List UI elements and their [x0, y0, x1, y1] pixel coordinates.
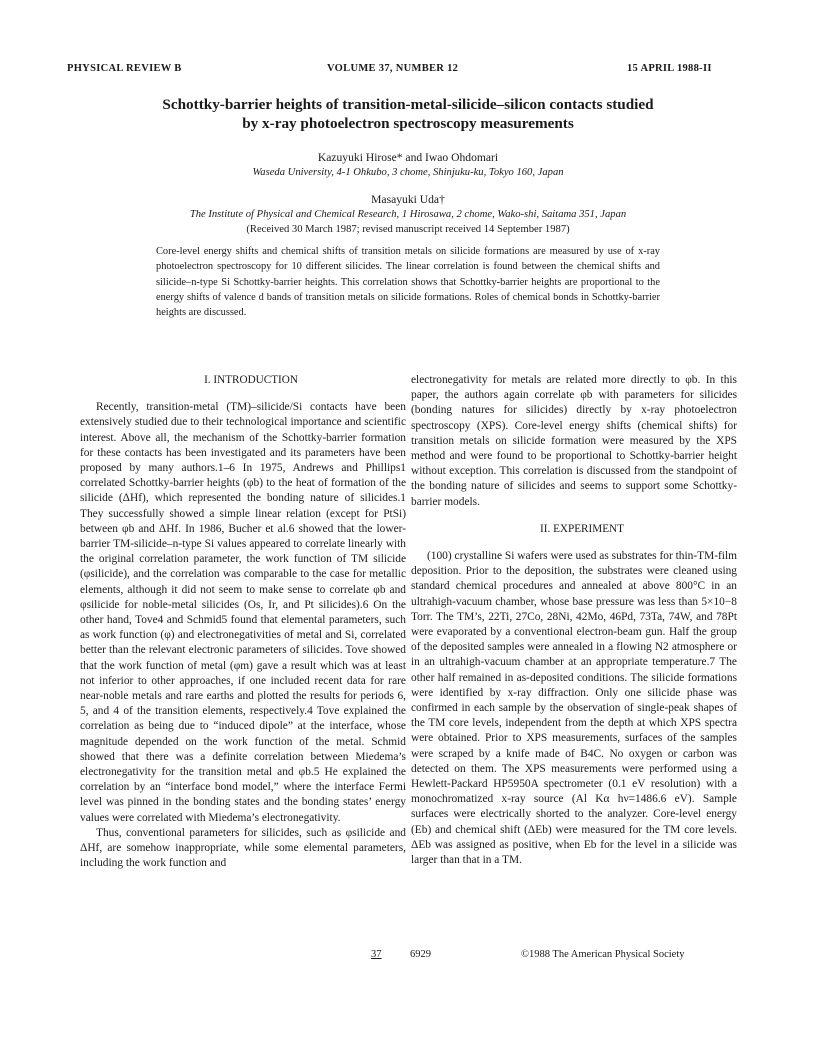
authors-group-2: Masayuki Uda†: [371, 193, 445, 206]
affiliation-2: The Institute of Physical and Chemical Research, 1 Hirosawa, 2 chome, Wako-shi, Saitama 351, Japan: [189, 209, 627, 220]
title-line-2: by x-ray photoelectron spectroscopy measurements: [242, 115, 574, 132]
intro-paragraph-1: Recently, transition-metal (TM)–silicide/Si contacts have been extensively studied due to their technological importance and scientific interest. Above all, the mechanism of the Schottky-barrier formation for these contacts has been investigated and its parameters have been proposed by many authors.1–6 In 1975, Andrews and Phillips1 correlated Schottky-barrier heights (φb) to the heat of formation of the silicide (ΔHf), which represented the bonding nature of silicides.1 They successfully showed a simple linear relation (except for PtSi) between φb and ΔHf. In 1986, Bucher et al.6 showed that the lower-barrier TM-silicide–n-type Si values appeared to correlate linearly with the original correlation parameter, the work function of TM silicide (φsilicide), and the correlation was comparable to the case for metallic elements, although it did not seem to make sense to correlate φb and φsilicide for noble-metal silicides (Os, Ir, and Pt silicides).6 On the other hand, Tove4 and Schmid5 found that elemental parameters, such as work function (φ) and electronegativities of metal and Si, correlated better than the relevant electronic parameters of silicides. Tove showed that the work function of metal (φm) gave a result which was at least not inferior to other approaches, if one included recent data for rare near-noble metals and rare earths and plotted the results for periods 6, 5, and 4 of the transition elements, respectively.4 Tove explained the correlation as being due to “induced dipole” at the interface, whose magnitude depended on the work function of the metal. Schmid showed that there was a definite correlation between Miedema’s electronegativity for the transition metal and φb.5 He explained the correlation by an “interface bond model,” where the interface Fermi level was pinned in the bonding states and the bonding states’ energy values were correlated with Miedema’s electronegativity.: [80, 401, 406, 824]
section-heading-experiment: II. EXPERIMENT: [540, 522, 624, 535]
abstract: Core-level energy shifts and chemical shifts of transition metals on silicide formations are measured by use of x-ray photoelectron spectroscopy for 10 different silicides. The linear correlation is found between the chemical shifts and silicide–n-type Si Schottky-barrier heights. This correlation shows that Schottky-barrier heights are proportional to the energy shifts of valence d bands of transition metals on silicide formations. Roles of chemical bonds in Schottky-barrier heights are discussed.: [156, 246, 660, 319]
affiliation-1: Waseda University, 4-1 Ohkubo, 3 chome, Shinjuku-ku, Tokyo 160, Japan: [252, 167, 564, 178]
left-column: [80, 373, 406, 872]
authors-group-1: Kazuyuki Hirose* and Iwao Ohdomari: [317, 151, 499, 164]
volume-number: VOLUME 37, NUMBER 12: [327, 63, 459, 74]
issue-date: 15 APRIL 1988-II: [627, 63, 712, 74]
intro-paragraph-2: Thus, conventional parameters for silicides, such as φsilicide and ΔHf, are somehow inappropriate, while some elemental parameters, including the work function and: [80, 826, 406, 870]
right-column: [411, 373, 737, 868]
paper-title: [60, 95, 756, 133]
footer-page-number: 6929: [410, 949, 431, 960]
received-dates: (Received 30 March 1987; revised manuscript received 14 September 1987): [246, 224, 570, 235]
intro-continuation: electronegativity for metals are related more directly to φb. In this paper, the authors again correlate φb with parameters for silicides (bonding natures for silicides) directly by x-ray photoelectron spectroscopy (XPS). Core-level energy shifts (chemical shifts) for transition metals on silicide formation were measured by the XPS method and were found to be proportional to Schottky-barrier height without exception. This correlation is discussed from the standpoint of the bonding nature of silicides and seems to support some Schottky-barrier models.: [411, 374, 737, 508]
title-line-1: Schottky-barrier heights of transition-metal-silicide–silicon contacts studied: [162, 96, 654, 113]
journal-name: PHYSICAL REVIEW B: [67, 63, 182, 74]
experiment-paragraph: (100) crystalline Si wafers were used as substrates for thin-TM-film deposition. Prior to the deposition, the substrates were cleaned using standard chemical procedures and annealed at above 800°C in an ultrahigh-vacuum chamber, whose base pressure was less than 5×10−8 Torr. The TM’s, 22Ti, 27Co, 28Ni, 42Mo, 46Pd, 73Ta, 74W, and 78Pt were evaporated by a conventional electron-beam gun. Half the group of the deposited samples were annealed in a flowing N2 atmosphere or in an ultrahigh-vacuum chamber at an appropriate temperature.7 The other half remained in as-deposited conditions. The silicide formations were identified by x-ray diffraction. Only one silicide phase was confirmed in each sample by the observation of single-peak shapes of the TM core levels, independent from the depth at which XPS spectra were obtained. Prior to XPS measurements, surfaces of the samples were scraped by a knife made of B4C. No oxygen or carbon was detected on them. The XPS measurements were performed using a Hewlett-Packard HP5950A spectrometer (0.1 eV resolution) with a monochromatized x-ray source (Al Kα hν=1486.6 eV). Sample surfaces were electrically shorted to the analyzer. Core-level energy (Eb) and chemical shift (ΔEb) were measured for the TM core levels. ΔEb was assigned as positive, when Eb for the level in a silicide was larger than that in a TM.: [411, 550, 737, 867]
footer-volume: 37: [371, 949, 382, 960]
footer-copyright: ©1988 The American Physical Society: [521, 949, 685, 960]
section-heading-introduction: I. INTRODUCTION: [204, 374, 298, 386]
